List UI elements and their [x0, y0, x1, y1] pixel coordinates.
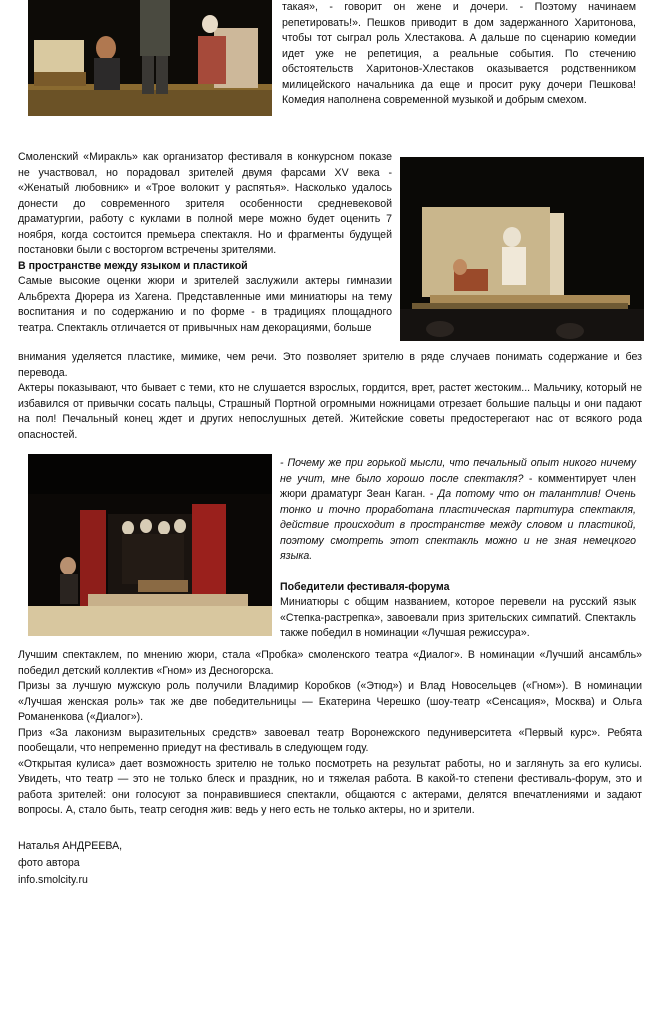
paragraph-laconism: Приз «За лаконизм выразительных средств» завоевал театр Воронежского педуниверситета «Первый курс». Ребята пообещали, что непременно приедут на фестиваль в следующем году. [18, 726, 642, 754]
section-heading-language-plastic: В пространстве между языком и пластикой [18, 259, 248, 272]
paragraph-actors: Актеры показывают, что бывает с теми, кто не слушается взрослых, гордится, врет, растет жестоким... Мальчику, который не избавился от привычки сосать пальцы, Страшный Портной огромными ножницами отрезает большие пальцы и они падают на пол! Печальный конец ждет и других непослушных детей. Житейские советы предостерегают нас от всякого рода опасностей. [18, 382, 642, 441]
article-block-4 [18, 648, 642, 819]
paragraph-mirakl: Смоленский «Миракль» как организатор фестиваля в конкурсном показе не участвовал, но порадовал зрителей двумя фарсами XV века - «Женатый любовник» и «Трое волокит у распятья». Насколько удалось донести до современного зрителя особенности средневековой драматургии, работу с куклами в полной мере можно будет оценить 7 ноября, когда состоится премьера спектакля. Но и фрагменты будущей постановки были с восторгом встречены зрителями. [18, 151, 392, 256]
photo-stage-scene-1 [28, 0, 272, 116]
section-heading-winners: Победители фестиваля-форума [280, 580, 450, 593]
quote-jury [280, 456, 636, 565]
article-block-3 [280, 456, 636, 642]
article-block-2 [18, 150, 392, 336]
photo-credit: фото автора [18, 857, 80, 869]
paragraph-best-roles: Призы за лучшую мужскую роль получили Владимир Коробков («Этюд») и Влад Новосельцев («Гном»). В номинации «Лучшая женская роль» так же две победительницы — Екатерина Черешко (шоу-театр «Сенсация», Москва) и Ольга Романенкова («Диалог»). [18, 680, 642, 723]
article-block-1 [282, 0, 636, 109]
author-signature [18, 838, 122, 889]
article-block-2b [18, 350, 642, 443]
photo-1-drawing [28, 0, 272, 116]
photo-stage-scene-2 [400, 157, 644, 341]
paragraph-open-curtain: «Открытая кулиса» дает возможность зрителю не только посмотреть на результат работы, но и заглянуть за его кулисы. Увидеть, что театр — это не только блеск и праздник, но и тяжелая работа. В какой-то степени фестиваль-форум, это и работа зрителей: они голосуют за понравившиеся спектакли, общаются с актерами, делятся впечатлениями и задают вопросы. А, стало быть, театр сегодня жив: ведь у него есть не только актеры, но и зрители. [18, 757, 642, 816]
paragraph-hagen-cont: внимания уделяется пластике, мимике, чем речи. Это позволяет зрителю в ряде случаев понимать содержание и без перевода. [18, 351, 642, 379]
author-name: Наталья АНДРЕЕВА, [18, 840, 123, 852]
paragraph-hagen: Самые высокие оценки жюри и зрителей заслужили актеры гимназии Альбрехта Дюрера из Хагена. Представленные ими миниатюры на тему воспитания и по содержанию и по форме - в традициях площадного театра. Спектакль отличается от привычных нам декорациями, больше [18, 275, 392, 334]
photo-2-drawing [400, 157, 644, 341]
quote-part-2: Да потому что он талантлив! Очень тонко и точно проработана пластическая партитура спектакля, действие происходит в пространстве между словом и пластикой, поэтому смотреть этот спектакль можно и не зная немецкого языка. [280, 488, 636, 562]
paragraph-stepka: Миниатюры с общим названием, которое перевели на русский язык «Степка-растрепка», завоевали приз зрительских симпатий. Спектакль также победил в номинации «Лучшая режиссура». [280, 596, 636, 639]
photo-stage-scene-3 [28, 454, 272, 636]
source-link[interactable]: info.smolcity.ru [18, 874, 88, 886]
quote-part-1: - Почему же при горькой мысли, что печальный опыт никого ничему не учит, мне было хорошо после спектакля? [280, 457, 636, 485]
spacer [280, 565, 636, 580]
photo-3-drawing [28, 454, 272, 636]
paragraph-comedy: такая», - говорит он жене и дочери. - Поэтому начинаем репетировать!». Пешков приводит в дом задержанного Харитонова, чтобы тот сыграл роль Хлестакова. А дальше по сценарию комедии идет уже не репетиция, а реальные события. По стечению обстоятельств Харитонов-Хлестаков оказывается родственником милицейского начальника да еще и просит руку дочери Пешкова! Комедия наполнена современной музыкой и добрым смехом. [282, 1, 636, 106]
paragraph-best-show: Лучшим спектаклем, по мнению жюри, стала «Пробка» смоленского театра «Диалог». В номинации «Лучший ансамбль» победил детский коллектив «Гном» из Десногорска. [18, 649, 642, 677]
quote-attribution: - комментирует член жюри драматург Зеан Каган. - [280, 472, 636, 500]
